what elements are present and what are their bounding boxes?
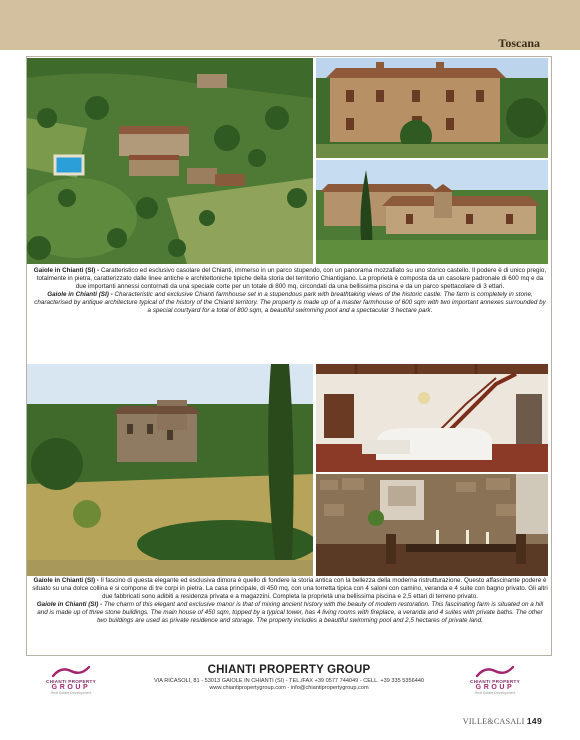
listing-2-text-it: Il fascino di questa elegante ed esclusiva dimora è quello di fondere la storia antica con la bellezza della moderna ristrutturazione. Questo affascinante podere è situato su una dolce collina e si compone di tre corpi in pietra. La casa principale, di 450 mq, con una torretta tipica con 4 saloni con camino, veranda e 4 suite con bagno privato. Gli altri due fabbricati sono adibiti a residenza privata e a magazzini. Completa la proprietà una bellissima piscina e 2,5 ettari di terreno privato. [32,577,548,601]
logo-line2: GROUP [475,684,515,691]
listing-2-text-en: The charm of this elegant and exclusive manor is that of mixing ancient history with the beauty of modern restoration. This fascinating farm is situated on a hill and is made up of three stone buildings. The main house of 450 sqm, topped by a typical tower, has 4 living rooms with fireplace, a veranda and 4 suites with private baths. The other two buildings are used as private residence and storage. The property includes a beautiful swimming pool and 2,5 hectares of private land. [37,601,544,625]
listing-2-title-en: Gaiole in Chianti (SI) - [36,601,103,609]
listing-1-title-en: Gaiole in Chianti (SI) - [47,291,113,299]
magazine-name: VILLE&CASALI [462,717,525,726]
stone-villa-photo [27,364,313,576]
company-web-link[interactable]: www.chiantipropertygroup.com - info@chiantipropertygroup.com [209,685,369,691]
logo-line3: Real Estate Development [474,691,516,695]
logo-line3: Real Estate Development [50,691,92,695]
agency-logo-left[interactable] [36,664,106,704]
listing-1-text-en: Characteristic and exclusive Chianti farmhouse set in a stupendous park with breathtaking views of the historic castle. The farm is completely in stone, characterised by antique architecture typical of the history of the Chianti territory. The property is made up of a master farmhouse of 600 sqm with two important annexes surrounded by a special courtyard for a total of 800 sqm, a beautiful swimming pool and a spectacular 3 hectare park. [34,291,546,315]
logo-line2: GROUP [51,684,91,691]
logo-line1: CHIANTI PROPERTY [470,679,520,684]
listing-1-title-it: Gaiole in Chianti (SI) - [33,267,100,274]
listing-2-title-it: Gaiole in Chianti (SI) - [33,577,99,584]
page-number: 149 [526,716,542,726]
logo-line1: CHIANTI PROPERTY [46,679,96,684]
listing-1-text-it: Caratteristico ed esclusivo casolare del Chianti, immerso in un parco stupendo, con un panorama mozzafiato su uno storico castello. Il podere è di unico pregio, totalmente in pietra, caratterizzato dalle linee antiche e architettoniche tipiche della storia del territorio Chiantigiano. La proprietà è composta da un casolare padronale di 600 mq e da due importanti annessi contornati da una speciale corte per un totale di 800 mq, circondati da una bellissima piscina e da un parco spettacolare di 3 ettari. [36,267,547,291]
farmhouse-photo [316,58,548,158]
farmhouse-cypress-photo [316,160,548,264]
logo-mark-icon [51,664,91,678]
living-room-photo [316,364,548,472]
company-name: CHIANTI PROPERTY GROUP [207,664,371,676]
listing-1-caption [32,267,548,316]
logo-mark-icon [475,664,515,678]
agency-logo-right[interactable] [460,664,530,704]
company-info [126,664,452,691]
section-title: Toscana [498,36,540,50]
agency-footer [26,660,552,710]
dining-room-photo [316,474,548,576]
top-color-band [0,0,580,50]
listing-2-caption [32,577,548,626]
company-address: VIA RICASOLI, 81 - 53013 GAIOLE IN CHIANTI (SI) - TEL./FAX +39 0577 744049 - CELL. +39 335 5356440 [153,678,425,684]
page-footer [463,716,542,726]
aerial-photo [27,58,313,264]
